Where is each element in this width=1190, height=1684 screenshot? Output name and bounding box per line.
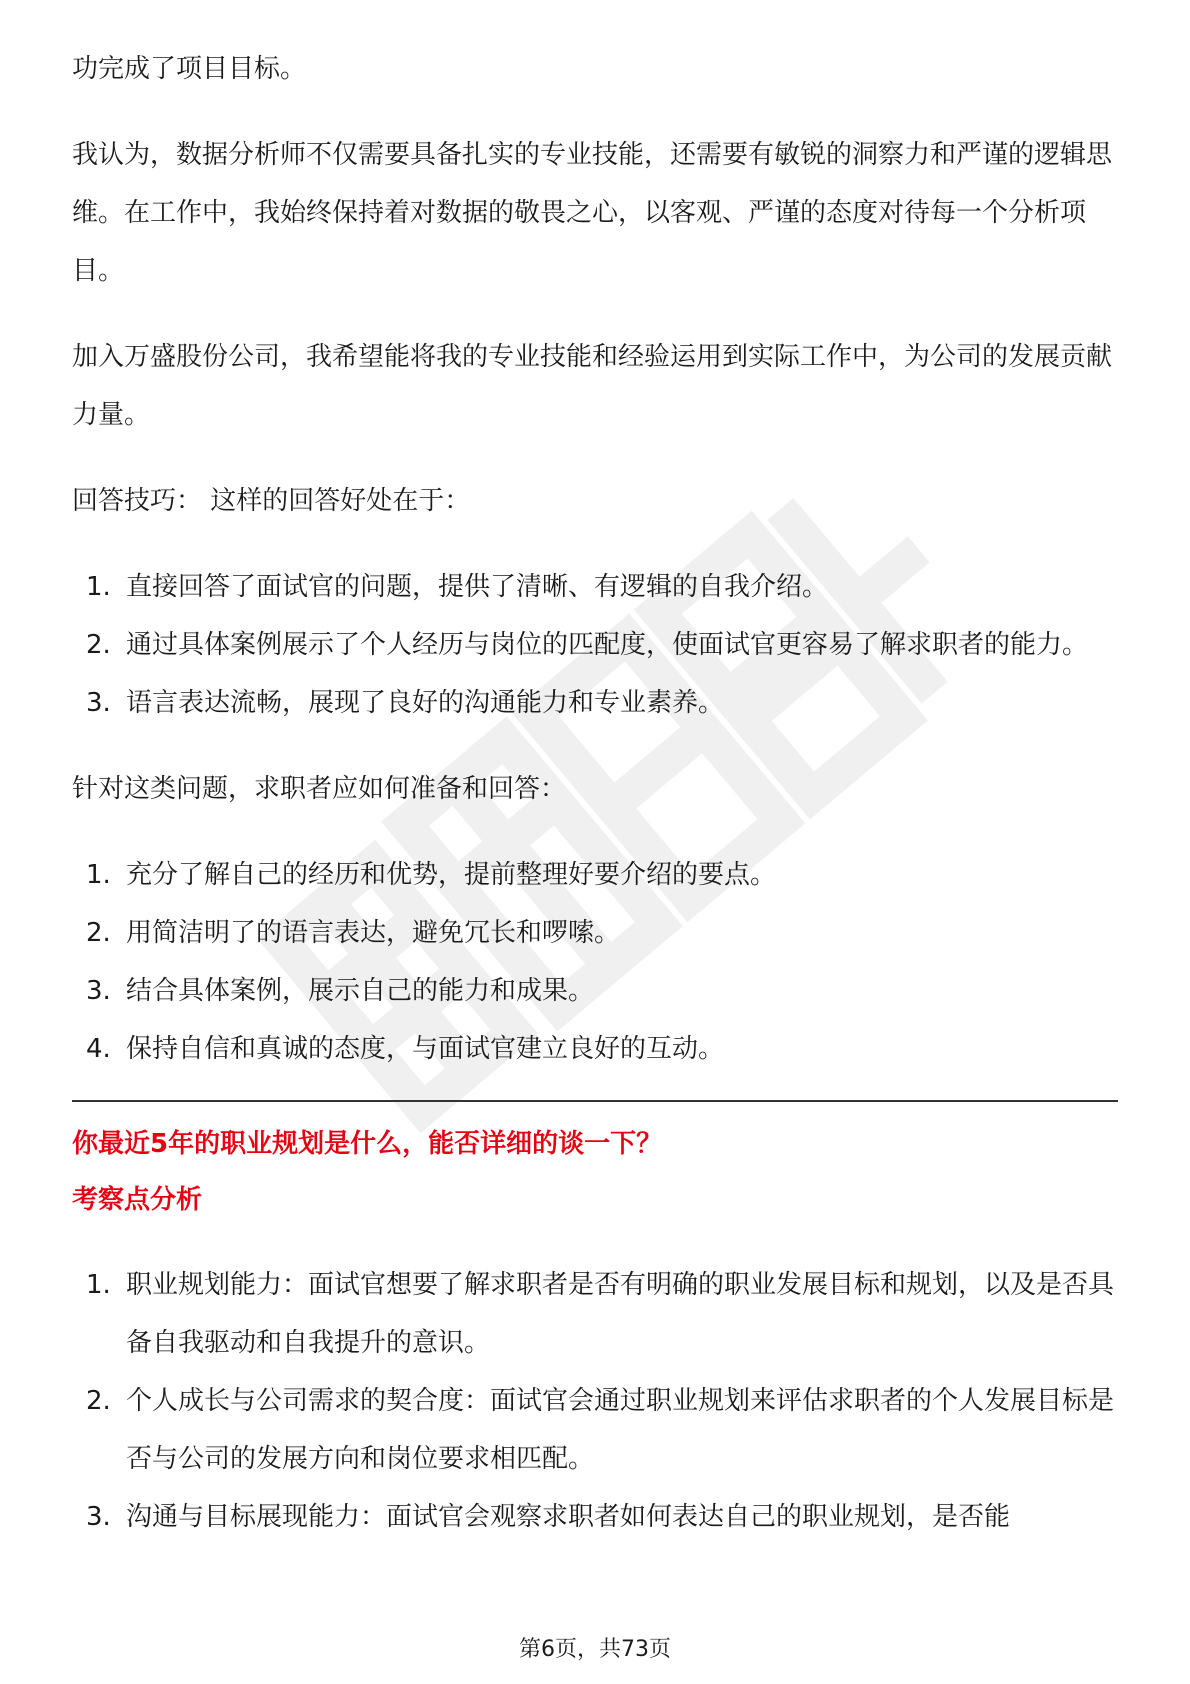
paragraph-1: 功完成了项目目标。 bbox=[72, 54, 307, 84]
section-divider bbox=[72, 1100, 1118, 1102]
list-item: 2. 用简洁明了的语言表达，避免冗长和啰嗦。 bbox=[86, 918, 621, 948]
list-item: 4. 保持自信和真诚的态度，与面试官建立良好的互动。 bbox=[86, 1034, 725, 1064]
question-title: 你最近5年的职业规划是什么，能否详细的谈一下？ bbox=[72, 1129, 663, 1159]
list-item: 1. 充分了解自己的经历和优势，提前整理好要介绍的要点。 bbox=[86, 860, 777, 890]
list-item: 1. 职业规划能力：面试官想要了解求职者是否有明确的职业发展目标和规划，以及是否具备自我驱动和自我提升的意识。 bbox=[86, 1270, 1115, 1358]
analysis-subtitle: 考察点分析 bbox=[72, 1185, 203, 1215]
preparation-heading: 针对这类问题，求职者应如何准备和回答： bbox=[72, 774, 567, 804]
answer-benefits-list bbox=[72, 558, 1118, 732]
list-item: 2. 个人成长与公司需求的契合度：面试官会通过职业规划来评估求职者的个人发展目标是否与公司的发展方向和岗位要求相匹配。 bbox=[86, 1386, 1115, 1474]
paragraph-2: 我认为，数据分析师不仅需要具备扎实的专业技能，还需要有敏锐的洞察力和严谨的逻辑思维。在工作中，我始终保持着对数据的敬畏之心，以客观、严谨的态度对待每一个分析项目。 bbox=[72, 140, 1113, 286]
page-number-footer: 第6页，共73页 bbox=[519, 1637, 671, 1662]
list-item: 2. 通过具体案例展示了个人经历与岗位的匹配度，使面试官更容易了解求职者的能力。 bbox=[86, 630, 1089, 660]
document-body bbox=[72, 40, 1118, 1546]
answer-tips-heading: 回答技巧： 这样的回答好处在于： bbox=[72, 486, 471, 516]
list-item: 3. 语言表达流畅，展现了良好的沟通能力和专业素养。 bbox=[86, 688, 725, 718]
preparation-list bbox=[72, 846, 1118, 1078]
list-item: 3. 沟通与目标展现能力：面试官会观察求职者如何表达自己的职业规划，是否能 bbox=[86, 1502, 1011, 1532]
list-item: 1. 直接回答了面试官的问题，提供了清晰、有逻辑的自我介绍。 bbox=[86, 572, 829, 602]
paragraph-3: 加入万盛股份公司，我希望能将我的专业技能和经验运用到实际工作中，为公司的发展贡献力量。 bbox=[72, 342, 1113, 430]
list-item: 3. 结合具体案例，展示自己的能力和成果。 bbox=[86, 976, 595, 1006]
analysis-points-list bbox=[72, 1256, 1118, 1546]
